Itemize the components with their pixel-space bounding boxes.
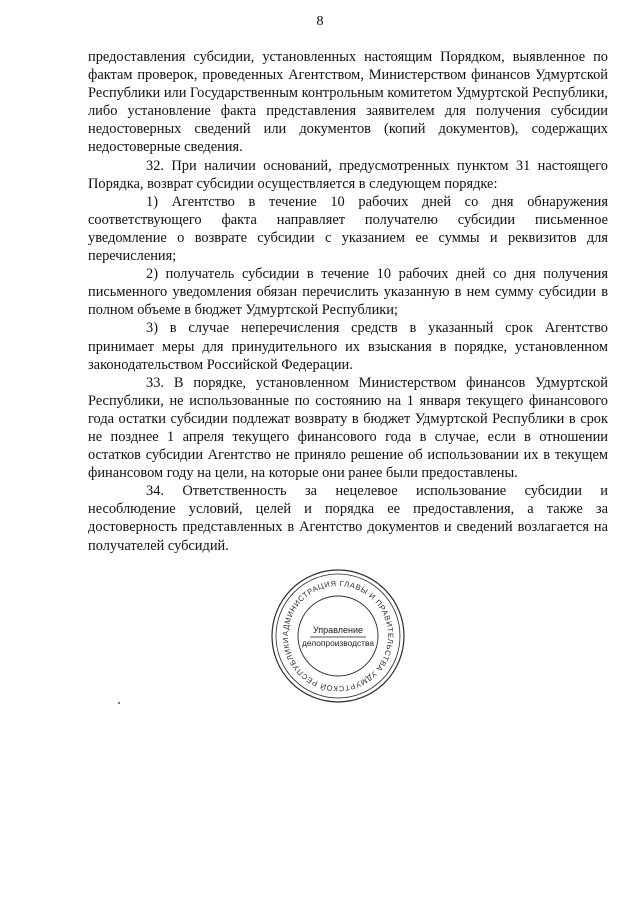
paragraph-32-item-3: 3) в случае неперечисления средств в указанный срок Агентство принимает меры для принудительного их взыскания в порядке, установленном законодательством Российской Федерации.: [88, 320, 608, 373]
stamp-center-line-2: делопроизводства: [301, 638, 375, 648]
stamp-ring-text: АДМИНИСТРАЦИЯ ГЛАВЫ И ПРАВИТЕЛЬСТВА УДМУРТСКОЙ РЕСПУБЛИКИ: [280, 578, 396, 694]
paragraph-33: 33. В порядке, установленном Министерством финансов Удмуртской Республики, не использованные по состоянию на 1 января текущего финансового года остатки субсидии подлежат возврату в бюджет Удмуртской Республики в срок не позднее 1 апреля текущего финансового года в случае, если в отношении остатков субсидии Агентство не приняло решение об использовании их в текущем финансовом году на цели, на которые они ранее были предоставлены.: [88, 374, 608, 482]
stamp-seal-graphic: [268, 566, 408, 706]
page-number: 8: [316, 14, 324, 29]
official-stamp: [268, 566, 408, 706]
paragraph-32-item-1: 1) Агентство в течение 10 рабочих дней со дня обнаружения соответствующего факта направляет получателю субсидии письменное уведомление о возврате субсидии с указанием ее суммы и реквизитов для перечисления;: [88, 193, 608, 265]
scan-speck: [118, 702, 120, 704]
stamp-center-line-1: Управление: [312, 625, 364, 635]
paragraph-34: 34. Ответственность за нецелевое использование субсидии и несоблюдение условий, целей и порядка ее предоставления, а также за достоверность представленных в Агентство документов и сведений возлагается на получателей субсидий.: [88, 483, 608, 554]
document-body: [88, 48, 608, 555]
paragraph-continuation: предоставления субсидии, установленных настоящим Порядком, выявленное по фактам проверок, проведенных Агентством, Министерством финансов Удмуртской Республики или Государственным контрольным комитетом Удмуртской Республики, либо установление факта представления заявителем для получения субсидии недостоверных сведений или документов (копий документов), содержащих недостоверные сведения.: [88, 49, 608, 156]
paragraph-32: 32. При наличии оснований, предусмотренных пунктом 31 настоящего Порядка, возврат субсидии осуществляется в следующем порядке:: [88, 157, 608, 192]
paragraph-32-item-2: 2) получатель субсидии в течение 10 рабочих дней со дня получения письменного уведомления обязан перечислить указанную в нем сумму субсидии в полном объеме в бюджет Удмуртской Республики;: [88, 266, 608, 319]
